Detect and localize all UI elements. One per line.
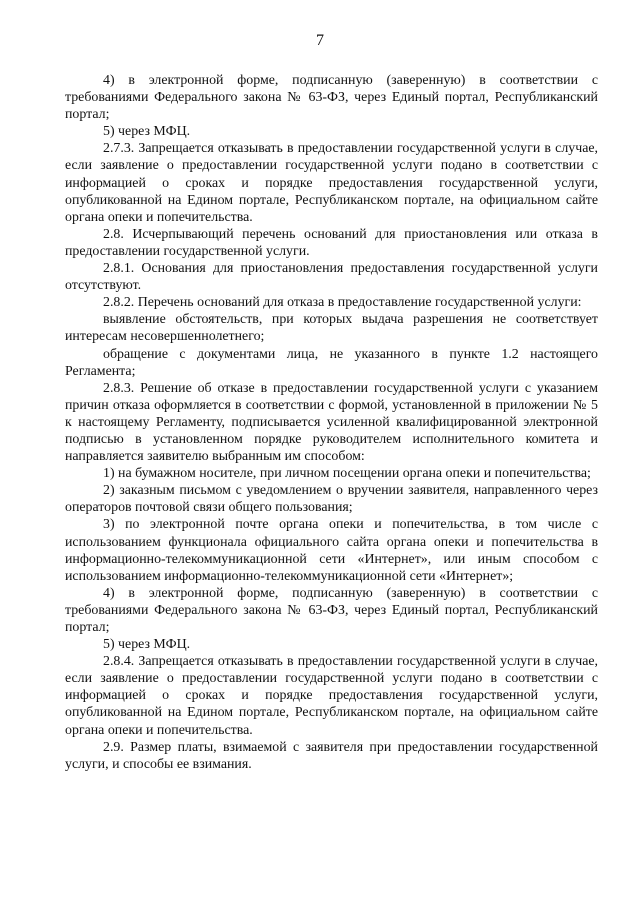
- paragraph-2-8-3: 2.8.3. Решение об отказе в предоставлении государственной услуги с указанием причин отказа оформляется в соответствии с формой, установленной в приложении № 5 к настоящему Регламенту, подписывается усиленной квалифицированной электронной подписью в установленном порядке руководителем исполнительного комитета и направляется заявителю выбранным им способом:: [65, 380, 598, 465]
- paragraph-refusal-ground-2: обращение с документами лица, не указанного в пункте 1.2 настоящего Регламента;: [65, 346, 598, 379]
- paragraph-method-3-email: 3) по электронной почте органа опеки и попечительства, в том числе с использованием функционала официального сайта органа опеки и попечительства в информационно-телекоммуникационной сети «Интернет», или иным способом с использованием информационно-телекоммуникационной сети «Интернет»;: [65, 517, 598, 584]
- paragraph-refusal-ground-1: выявление обстоятельств, при которых выдача разрешения не соответствует интересам несовершеннолетнего;: [65, 312, 598, 345]
- paragraph-item-4-electronic-form: 4) в электронной форме, подписанную (заверенную) в соответствии с требованиями Федерального закона № 63-ФЗ, через Единый портал, Республиканский портал;: [65, 73, 598, 123]
- paragraph-item-5-mfc: 5) через МФЦ.: [103, 124, 191, 140]
- paragraph-method-1-paper: 1) на бумажном носителе, при личном посещении органа опеки и попечительства;: [103, 466, 591, 482]
- paragraph-2-8: 2.8. Исчерпывающий перечень оснований для приостановления или отказа в предоставлении государственной услуги.: [65, 226, 598, 259]
- paragraph-method-2-registered-letter: 2) заказным письмом с уведомлением о вручении заявителя, направленного через операторов почтовой связи общего пользования;: [65, 483, 598, 516]
- document-body: [65, 72, 598, 773]
- paragraph-method-4-electronic-form: 4) в электронной форме, подписанную (заверенную) в соответствии с требованиями Федерального закона № 63-ФЗ, через Единый портал, Республиканский портал;: [65, 585, 598, 635]
- paragraph-method-5-mfc: 5) через МФЦ.: [103, 637, 191, 653]
- paragraph-2-7-3: 2.7.3. Запрещается отказывать в предоставлении государственной услуги в случае, если заявление о предоставлении государственной услуги подано в соответствии с информацией о сроках и порядке предоставления государственной услуги, опубликованной на Едином портале, Республиканском портале, на официальном сайте органа опеки и попечительства.: [65, 141, 598, 225]
- paragraph-2-8-4: 2.8.4. Запрещается отказывать в предоставлении государственной услуги в случае, если заявление о предоставлении государственной услуги подано в соответствии с информацией о сроках и порядке предоставления государственной услуги, опубликованной на Едином портале, Республиканском портале, на официальном сайте органа опеки и попечительства.: [65, 654, 598, 738]
- paragraph-2-9: 2.9. Размер платы, взимаемой с заявителя при предоставлении государственной услуги, и способы ее взимания.: [65, 739, 598, 772]
- paragraph-2-8-2: 2.8.2. Перечень оснований для отказа в предоставление государственной услуги:: [103, 295, 582, 311]
- paragraph-2-8-1: 2.8.1. Основания для приостановления предоставления государственной услуги отсутствуют.: [65, 261, 598, 294]
- page-number: 7: [316, 32, 324, 49]
